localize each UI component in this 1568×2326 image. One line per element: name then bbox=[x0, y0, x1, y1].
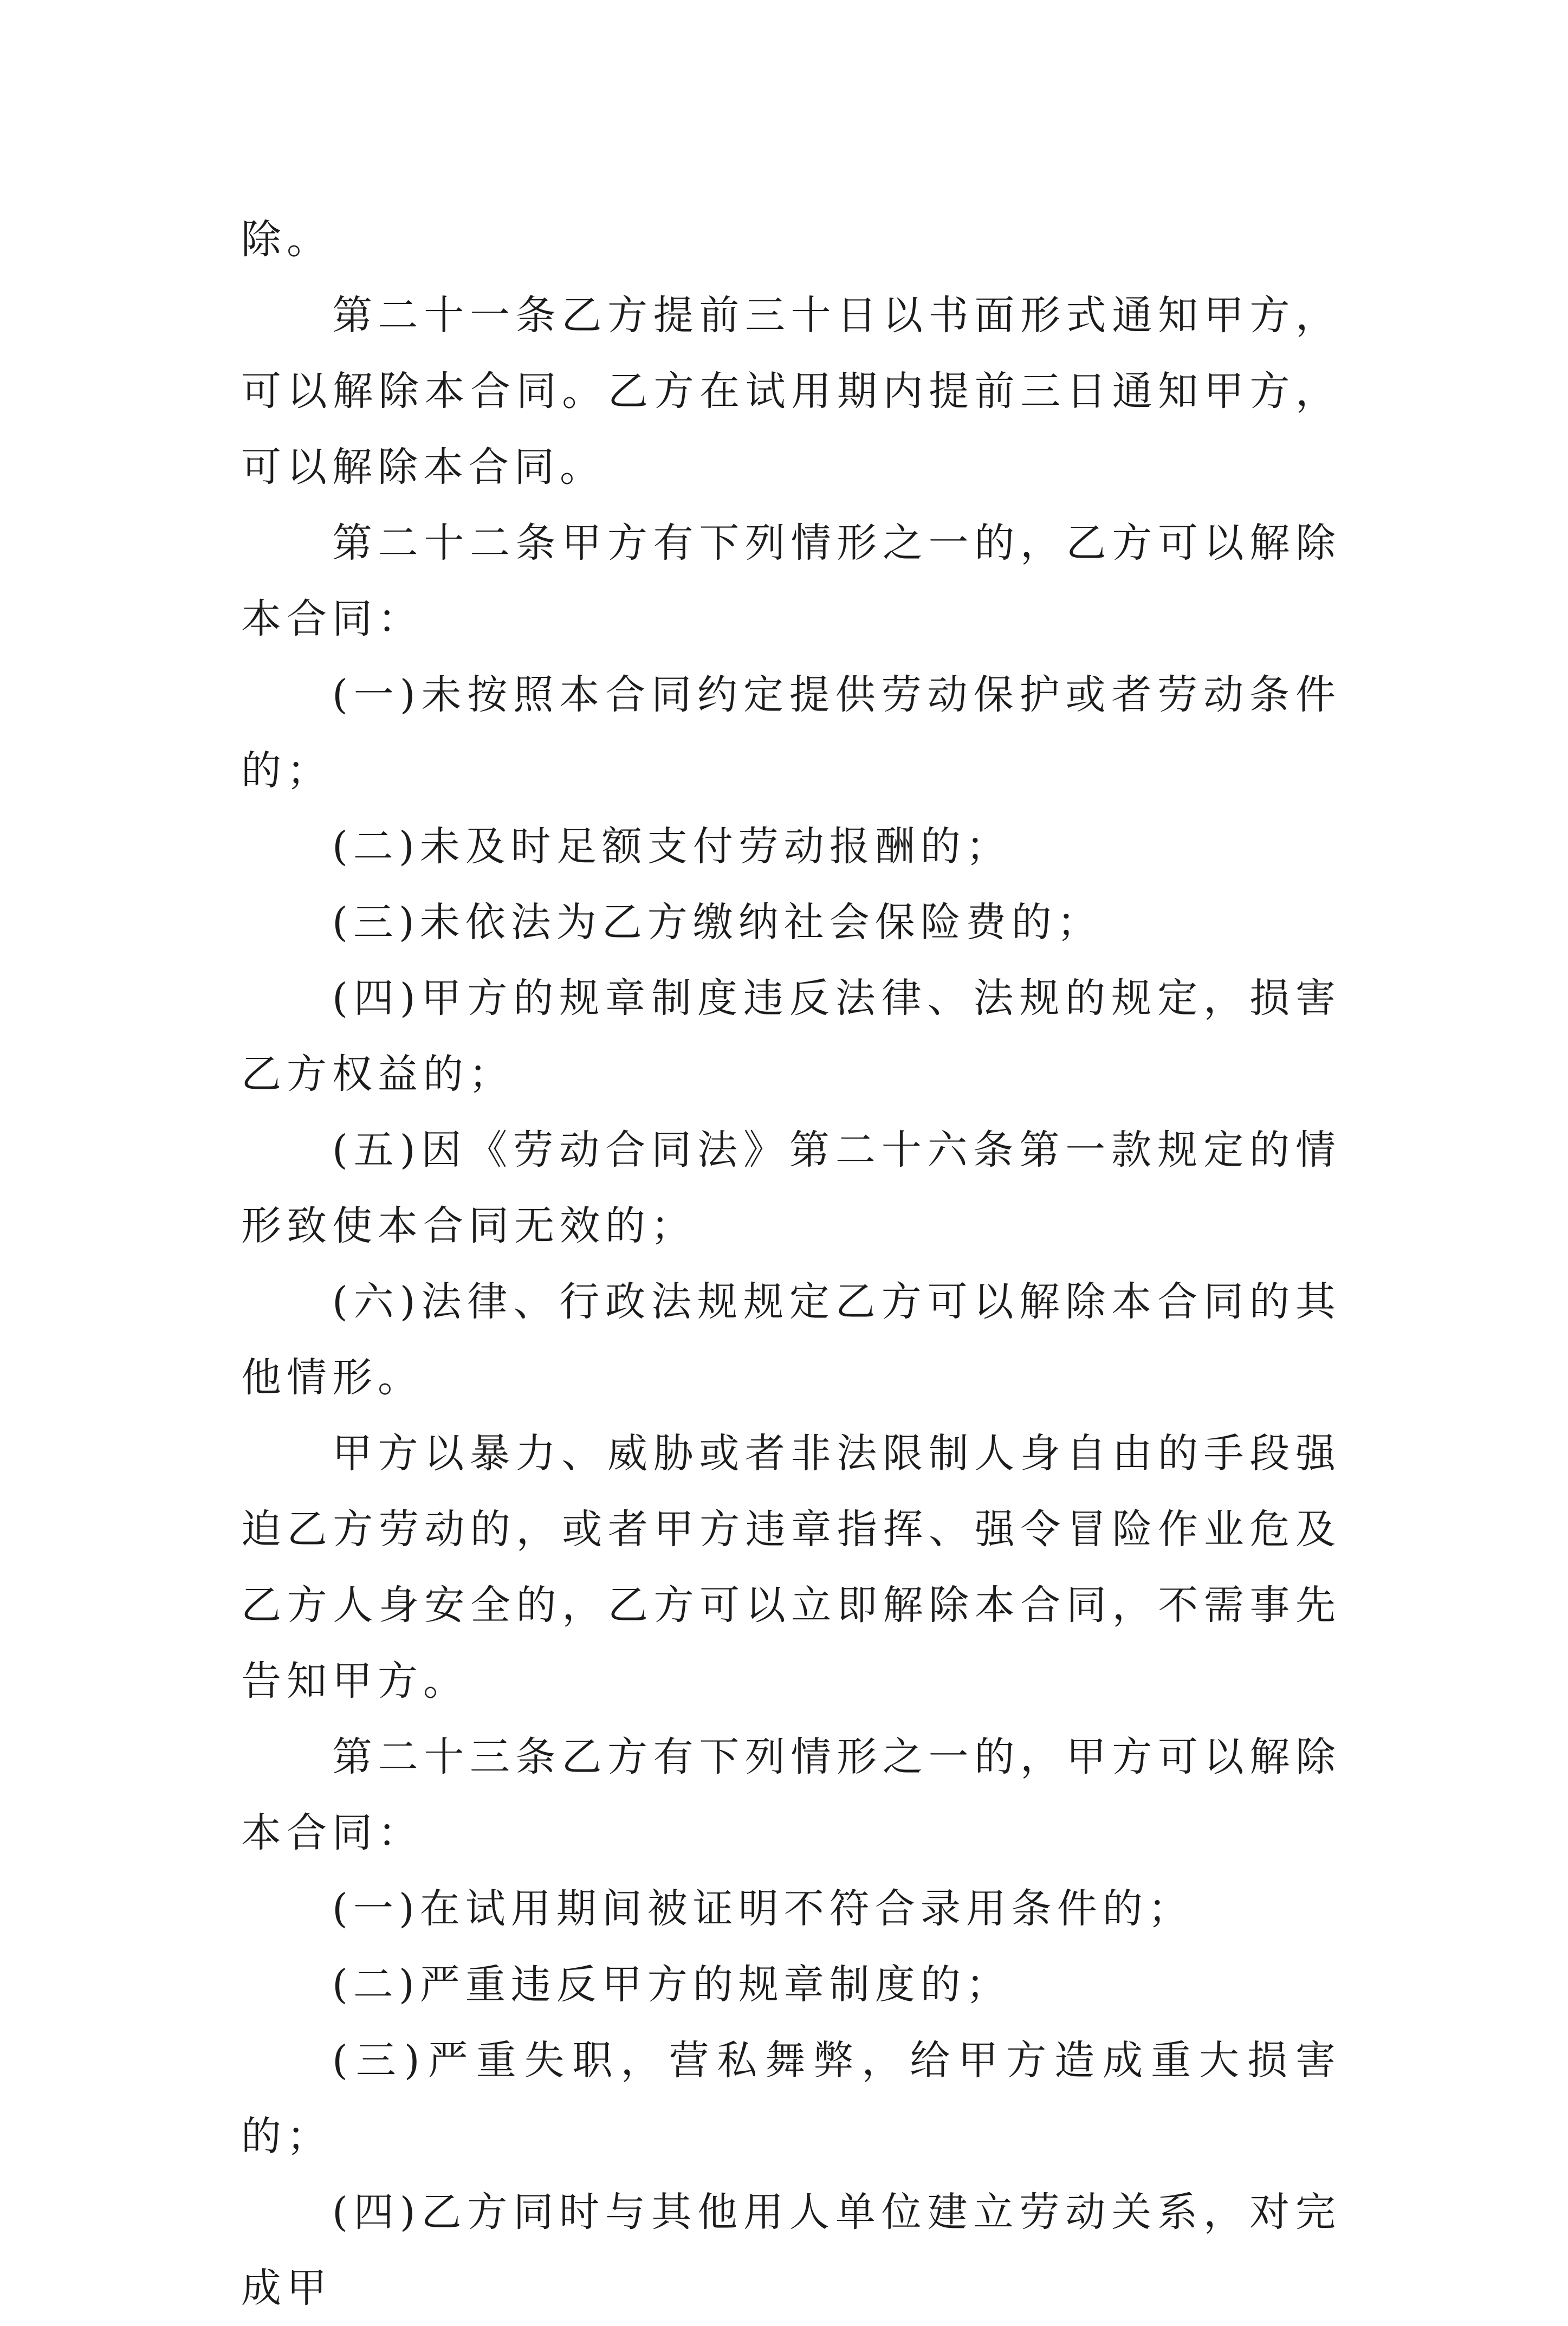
list-item-23-4: (四)乙方同时与其他用人单位建立劳动关系，对完成甲 bbox=[241, 2189, 1341, 2311]
list-item-22-5: (五)因《劳动合同法》第二十六条第一款规定的情形致使本合同无效的； bbox=[241, 1127, 1341, 1249]
list-item-22-4: (四)甲方的规章制度违反法律、法规的规定，损害乙方权益的； bbox=[241, 975, 1341, 1097]
paragraph-continuation: 除。 bbox=[241, 216, 332, 263]
list-item-23-1: (一)在试用期间被证明不符合录用条件的； bbox=[332, 1885, 1194, 1932]
paragraph-immediate-termination: 甲方以暴力、威胁或者非法限制人身自由的手段强迫乙方劳动的，或者甲方违章指挥、强令冒险作业危及乙方人身安全的，乙方可以立即解除本合同，不需事先告知甲方。 bbox=[241, 1430, 1341, 1704]
list-item-23-2: (二)严重违反甲方的规章制度的； bbox=[332, 1961, 1012, 2008]
paragraph-article-23: 第二十三条乙方有下列情形之一的，甲方可以解除本合同： bbox=[241, 1734, 1341, 1856]
paragraph-article-21: 第二十一条乙方提前三十日以书面形式通知甲方，可以解除本合同。乙方在试用期内提前三日通知甲方，可以解除本合同。 bbox=[241, 292, 1341, 490]
document-page bbox=[241, 202, 1341, 2326]
paragraph-article-22: 第二十二条甲方有下列情形之一的，乙方可以解除本合同： bbox=[241, 520, 1341, 642]
list-item-22-1: (一)未按照本合同约定提供劳动保护或者劳动条件的； bbox=[241, 671, 1341, 794]
list-item-23-3: (三)严重失职，营私舞弊，给甲方造成重大损害的； bbox=[241, 2037, 1341, 2160]
list-item-22-6: (六)法律、行政法规规定乙方可以解除本合同的其他情形。 bbox=[241, 1278, 1341, 1401]
list-item-22-3: (三)未依法为乙方缴纳社会保险费的； bbox=[332, 899, 1103, 946]
list-item-22-2: (二)未及时足额支付劳动报酬的； bbox=[332, 823, 1012, 870]
